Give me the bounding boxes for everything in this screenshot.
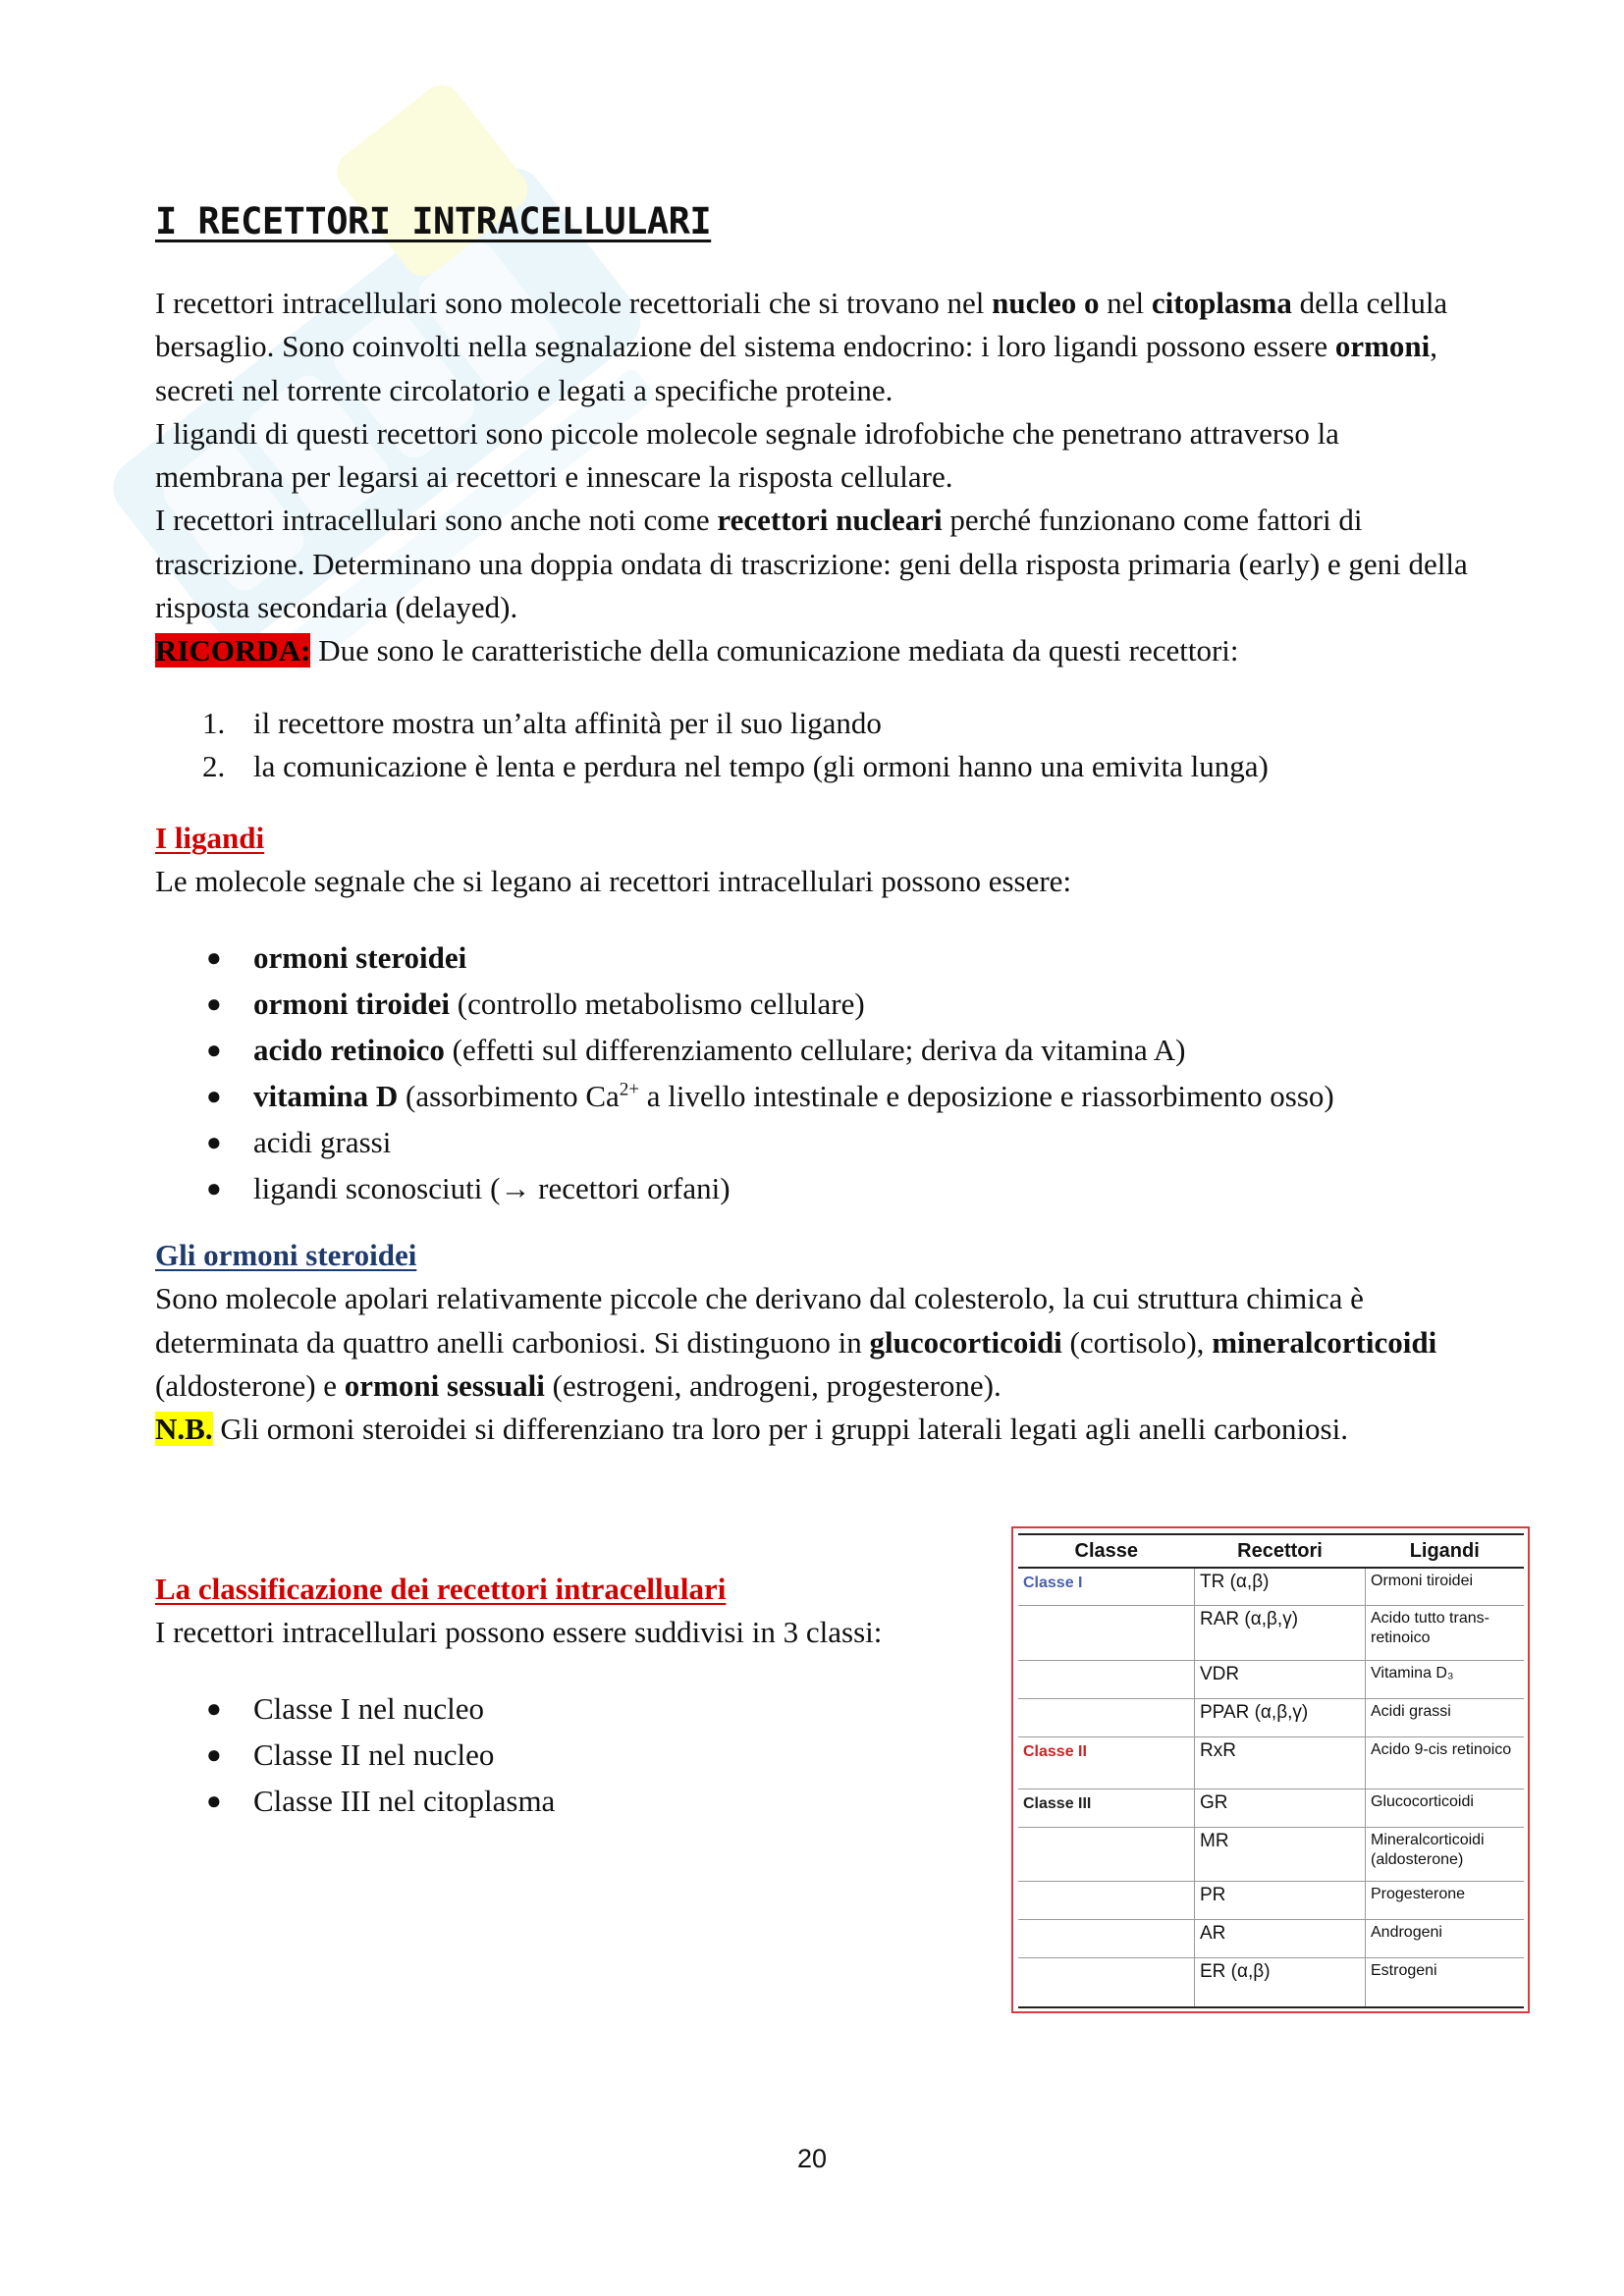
list-item: 2. la comunicazione è lenta e perdura nel tempo (gli ormoni hanno una emivita lunga)	[202, 749, 1269, 784]
steroidi-section	[155, 1234, 1471, 1451]
arrow-right-icon: →	[500, 1171, 531, 1205]
ligandi-intro: Le molecole segnale che si legano ai recettori intracellulari possono essere:	[155, 864, 1072, 899]
list-item: ● Classe III nel citoplasma	[155, 1778, 1019, 1824]
list-item: ● ormoni steroidei	[155, 934, 1471, 981]
receptor-classification-table	[1011, 1526, 1530, 2013]
table-row: ER (α,β) Estrogeni	[1018, 1958, 1524, 2007]
intro-paragraph-1: I recettori intracellulari sono molecole recettoriali che si trovano nel nucleo o nel citoplasma della cellula bersaglio. Sono coinvolti nella segnalazione del sistema endocrino: i loro ligandi possono essere ormoni, secreti nel torrente circolatorio e legati a specifiche proteine.	[155, 286, 1448, 407]
intro-section	[155, 282, 1471, 673]
table-row: AR Androgeni	[1018, 1920, 1524, 1958]
list-item: ● ligandi sconosciuti (→ recettori orfani)	[155, 1165, 1471, 1211]
class-label: Classe II	[1023, 1742, 1087, 1760]
table-row: VDR Vitamina D₃	[1018, 1660, 1524, 1698]
page-number: 20	[796, 2144, 828, 2173]
table-row: PPAR (α,β,γ) Acidi grassi	[1018, 1698, 1524, 1736]
table-header-row	[1018, 1534, 1524, 1568]
table-row: Classe II RxR Acido 9-cis retinoico	[1018, 1736, 1524, 1789]
class-label: Classe III	[1023, 1795, 1092, 1813]
header-recettori: Recettori	[1195, 1534, 1366, 1568]
list-item: ● Classe II nel nucleo	[155, 1732, 1019, 1778]
table-row: PR Progesterone	[1018, 1882, 1524, 1920]
intro-paragraph-2: I ligandi di questi recettori sono piccole molecole segnale idrofobiche che penetrano attraverso la membrana per legarsi ai recettori e innescare la risposta cellulare.	[155, 415, 1339, 495]
classificazione-list	[155, 1685, 1019, 1824]
list-item: 1. il recettore mostra un’alta affinità per il suo ligando	[202, 706, 882, 740]
classificazione-section	[155, 1568, 1019, 1655]
nb-paragraph: N.B. Gli ormoni steroidei si differenziano tra loro per i gruppi laterali legati agli anelli carboniosi.	[155, 1412, 1348, 1447]
ricorda-label: RICORDA:	[155, 633, 311, 668]
bullet-icon: ●	[206, 1036, 222, 1064]
intro-paragraph-3: I recettori intracellulari sono anche noti come recettori nucleari perché funzionano come fattori di trascrizione. Determinano una doppia ondata di trascrizione: geni della risposta primaria (early) e geni della risposta secondaria (delayed).	[155, 503, 1468, 625]
class-label: Classe I	[1023, 1575, 1083, 1591]
list-item: ● ormoni tiroidei (controllo metabolismo cellulare)	[155, 981, 1471, 1027]
bullet-icon: ●	[206, 1740, 222, 1769]
list-item: ● acido retinoico (effetti sul differenziamento cellulare; deriva da vitamina A)	[155, 1027, 1471, 1073]
steroidi-paragraph: Sono molecole apolari relativamente piccole che derivano dal colesterolo, la cui struttura chimica è determinata da quattro anelli carboniosi. Si distinguono in glucocorticoidi (cortisolo), mineralcorticoidi (aldosterone) e ormoni sessuali (estrogeni, androgeni, progesterone).	[155, 1281, 1437, 1403]
bullet-icon: ●	[206, 1128, 222, 1156]
list-item: ● vitamina D (assorbimento $Ca^{2+}$ a livello intestinale e deposizione e riassorbimento osso)	[155, 1073, 1471, 1119]
bullet-icon: ●	[206, 989, 222, 1018]
table-row: RAR (α,β,γ) Acido tutto trans-retinoico	[1018, 1606, 1524, 1661]
steroidi-heading: Gli ormoni steroidei	[155, 1238, 417, 1272]
ricorda-paragraph: RICORDA: Due sono le caratteristiche della comunicazione mediata da questi recettori:	[155, 633, 1239, 668]
table-row: MR Mineralcorticoidi (aldosterone)	[1018, 1827, 1524, 1882]
classificazione-heading: La classificazione dei recettori intracellulari	[155, 1572, 727, 1606]
bullet-icon: ●	[206, 1694, 222, 1723]
table-row: Classe III GR Glucocorticoidi	[1018, 1789, 1524, 1828]
nb-label: N.B.	[155, 1412, 213, 1447]
ligandi-section	[155, 817, 1471, 904]
list-item: ● acidi grassi	[155, 1119, 1471, 1165]
header-classe: Classe	[1018, 1534, 1195, 1568]
table-row: Classe I TR (α,β) Ormoni tiroidei	[1018, 1568, 1524, 1606]
ligandi-list	[155, 934, 1471, 1211]
bullet-icon: ●	[206, 1787, 222, 1815]
bullet-icon: ●	[206, 1082, 222, 1110]
page-title: I RECETTORI INTRACELLULARI	[155, 200, 712, 242]
bullet-icon: ●	[206, 943, 222, 972]
list-item: ● Classe I nel nucleo	[155, 1685, 1019, 1732]
header-ligandi: Ligandi	[1366, 1534, 1525, 1568]
classificazione-intro: I recettori intracellulari possono essere suddivisi in 3 classi:	[155, 1615, 883, 1650]
characteristics-list	[155, 702, 1471, 789]
ligandi-heading: I ligandi	[155, 821, 265, 855]
bullet-icon: ●	[206, 1174, 222, 1202]
